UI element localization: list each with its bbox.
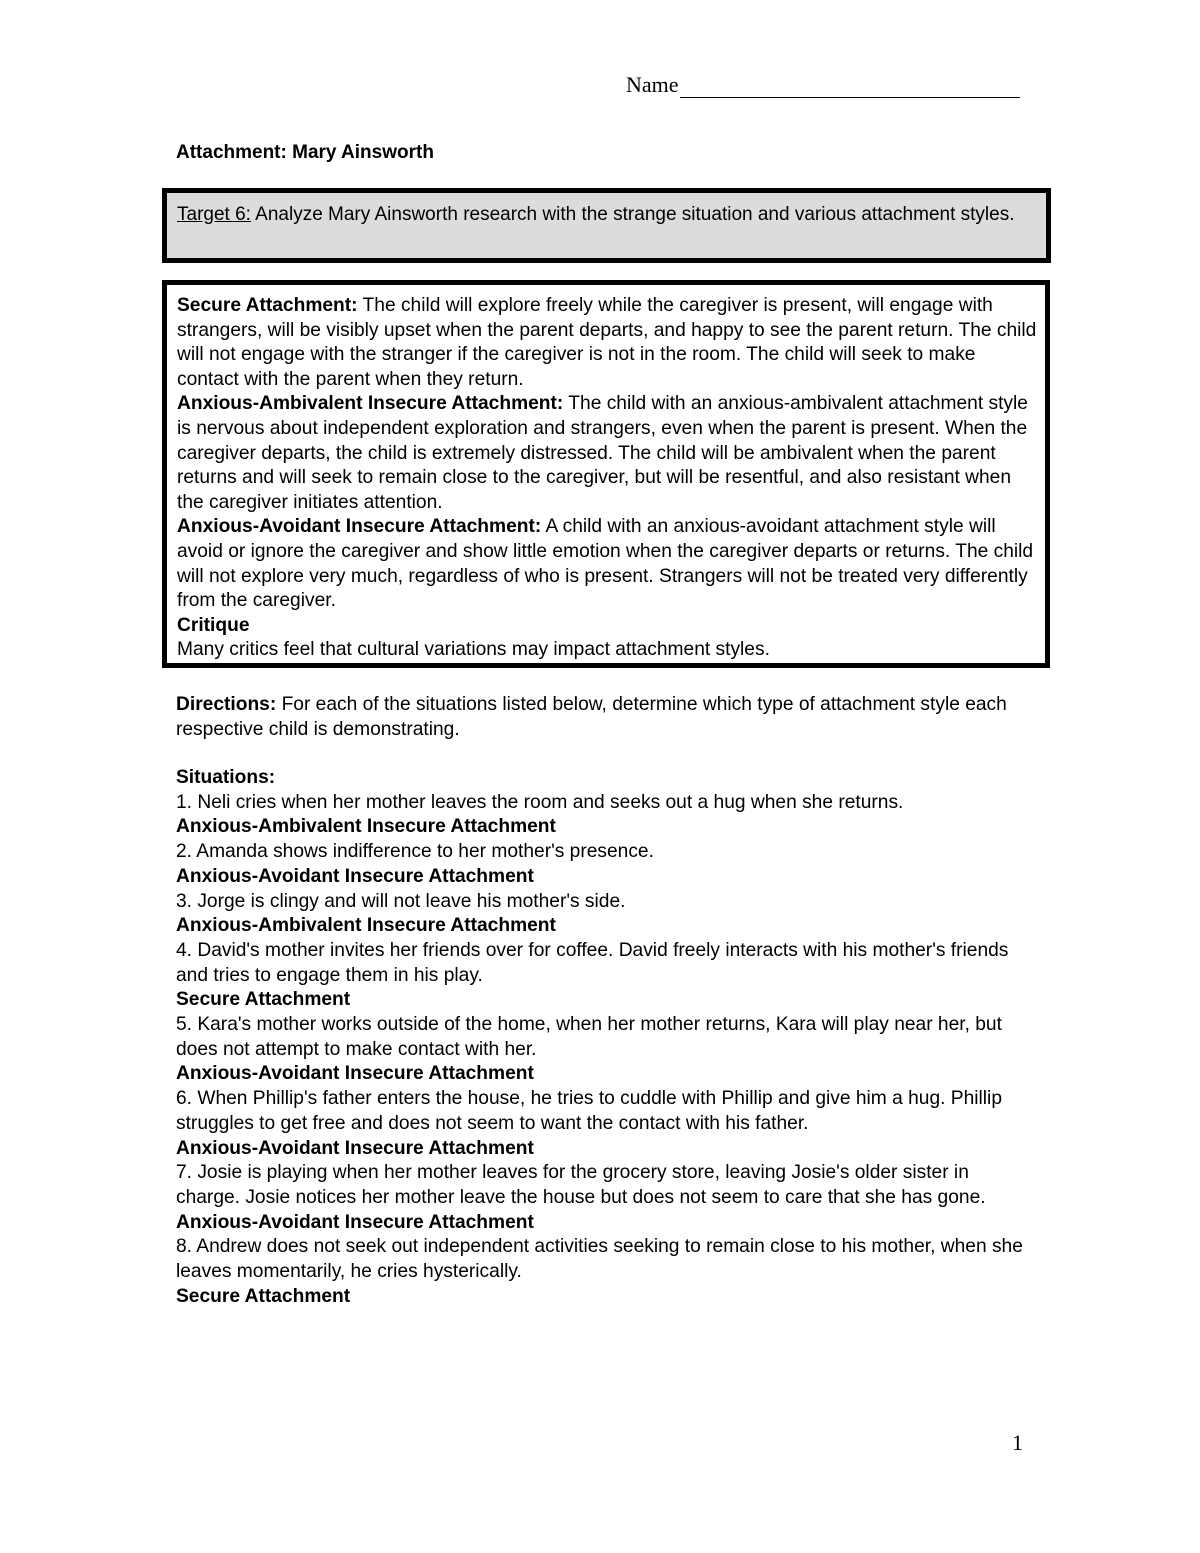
critique-text: Many critics feel that cultural variations may impact attachment styles. <box>177 639 770 661</box>
definition-text: A child with an anxious-avoidant attachment style will avoid or ignore the caregiver and show little emotion when the caregiver departs or returns. The child will not explore very much, regardless of who is present. Strangers will not be treated very differently from the caregiver. <box>177 516 1034 612</box>
situation-answer: Anxious-Avoidant Insecure Attachment <box>176 865 534 887</box>
definition-text: The child with an anxious-ambivalent attachment style is nervous about independent exploration and strangers, even when the parent is present. When the caregiver departs, the child is extremely distressed. The child will be ambivalent when the parent returns and will seek to remain close to the caregiver, but will be resentful, and also resistant when the caregiver initiates attention. <box>177 393 1028 513</box>
situation-text: 1. Neli cries when her mother leaves the room and seeks out a hug when she returns. <box>176 791 904 813</box>
situation-text: 8. Andrew does not seek out independent activities seeking to remain close to his mother, when she leaves momentarily, he cries hysterically. <box>176 1236 1023 1283</box>
target-text: Analyze Mary Ainsworth research with the strange situation and various attachment styles. <box>250 204 1015 225</box>
definitions-box <box>162 280 1050 668</box>
situation-text: 2. Amanda shows indifference to her mother's presence. <box>176 841 654 863</box>
situations-section <box>176 766 1026 1309</box>
situation-answer: Secure Attachment <box>176 989 351 1011</box>
directions-text: For each of the situations listed below, determine which type of attachment style each respective child is demonstrating. <box>176 694 1007 740</box>
situations-heading: Situations: <box>176 767 276 788</box>
situation-text: 5. Kara's mother works outside of the home, when her mother returns, Kara will play near her, but does not attempt to make contact with her. <box>176 1014 1002 1060</box>
definition-anxious-avoidant <box>177 515 1039 613</box>
critique-heading: Critique <box>177 614 250 636</box>
situation-text: 6. When Phillip's father enters the house, he tries to cuddle with Phillip and give him a hug. Phillip struggles to get free and does not seem to want the contact with his father. <box>176 1088 1002 1134</box>
target-label: Target 6: <box>177 204 251 225</box>
situation-text: 7. Josie is playing when her mother leaves for the grocery store, leaving Josie's older sister in charge. Josie notices her mother leave the house but does not seem to care that she has gone. <box>176 1162 986 1208</box>
situation-text: 4. David's mother invites her friends over for coffee. David freely interacts with his mother's friends and tries to engage them in his play. <box>176 939 1009 986</box>
name-field <box>626 72 1020 98</box>
directions-label: Directions: <box>176 694 277 715</box>
definition-anxious-ambivalent <box>177 392 1039 515</box>
situation-answer: Secure Attachment <box>176 1285 351 1307</box>
definition-term: Secure Attachment: <box>177 295 358 316</box>
situation-answer: Anxious-Avoidant Insecure Attachment <box>176 1211 534 1233</box>
situation-answer: Anxious-Ambivalent Insecure Attachment <box>176 915 556 937</box>
name-blank-line[interactable] <box>680 75 1020 98</box>
situation-answer: Anxious-Avoidant Insecure Attachment <box>176 1137 534 1159</box>
definition-text: The child will explore freely while the caregiver is present, will engage with strangers, will be visibly upset when the parent departs, and happy to see the parent return. The child will not engage with the stranger if the caregiver is not in the room. The child will seek to make contact with the parent when they return. <box>177 295 1037 390</box>
page-number: 1 <box>1012 1430 1023 1455</box>
situation-text: 3. Jorge is clingy and will not leave his mother's side. <box>176 890 626 912</box>
situation-answer: Anxious-Avoidant Insecure Attachment <box>176 1063 534 1085</box>
directions <box>176 692 1026 742</box>
target-box <box>162 188 1051 263</box>
definition-secure <box>177 294 1039 392</box>
page-title: Attachment: Mary Ainsworth <box>176 142 434 163</box>
definition-term: Anxious-Ambivalent Insecure Attachment: <box>177 393 564 415</box>
situation-answer: Anxious-Ambivalent Insecure Attachment <box>176 816 556 838</box>
name-label: Name <box>626 72 679 97</box>
definition-term: Anxious-Avoidant Insecure Attachment: <box>177 516 542 538</box>
